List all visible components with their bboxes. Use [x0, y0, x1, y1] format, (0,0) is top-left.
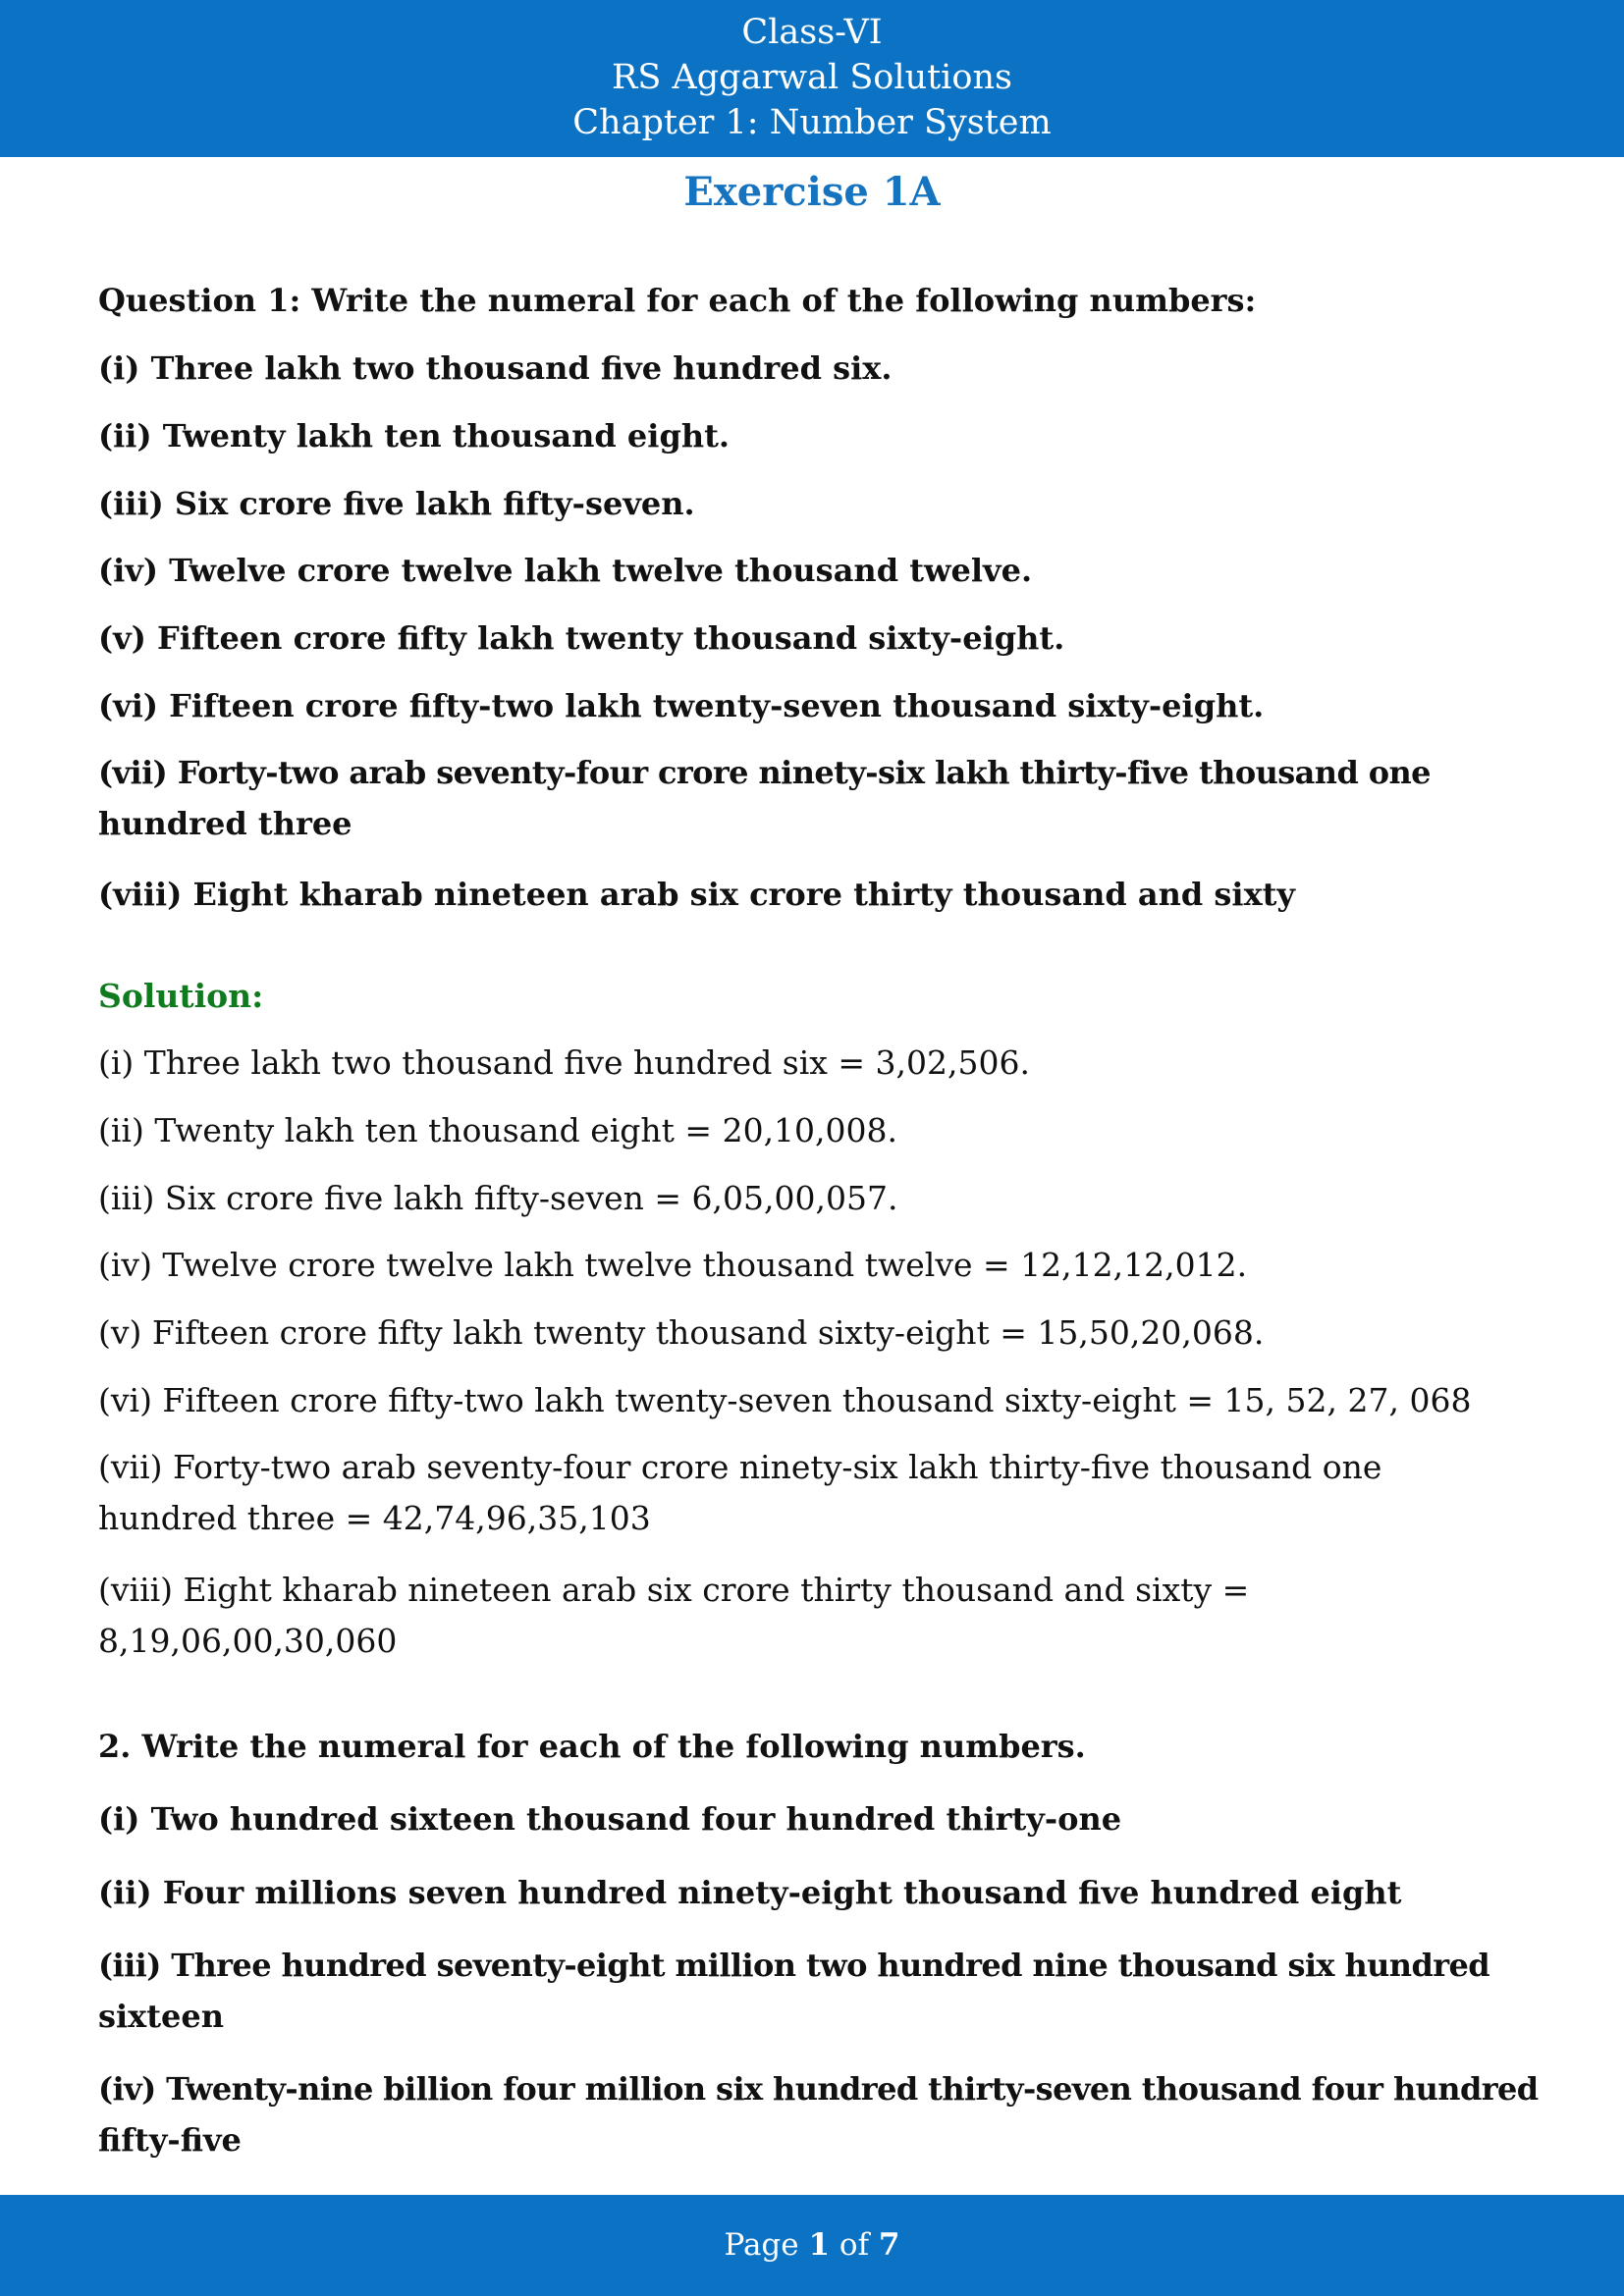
page-header [0, 0, 1624, 157]
total-pages-number: 7 [878, 2227, 900, 2263]
question-2-item: (iv) Twenty-nine billion four million six hundred thirty-seven thousand four hundred [98, 2070, 1539, 2108]
question-1-item: (vi) Fifteen crore fifty-two lakh twenty-seven thousand sixty-eight. [98, 687, 1265, 724]
of-word: of [839, 2227, 870, 2263]
solution-item: (vi) Fifteen crore fifty-two lakh twenty-seven thousand sixty-eight = 15, 52, 27, 068 [98, 1381, 1472, 1419]
question-1-title: Question 1: Write the numeral for each of the following numbers: [98, 282, 1257, 319]
question-2-title: 2. Write the numeral for each of the following numbers. [98, 1728, 1086, 1765]
question-1-item: (iii) Six crore five lakh fifty-seven. [98, 485, 695, 522]
solution-item: (iv) Twelve crore twelve lakh twelve thousand twelve = 12,12,12,012. [98, 1246, 1248, 1284]
question-1-item: (vii) Forty-two arab seventy-four crore ninety-six lakh thirty-five thousand one [98, 754, 1431, 791]
solution-item: (vii) Forty-two arab seventy-four crore ninety-six lakh thirty-five thousand one [98, 1448, 1382, 1486]
question-2-item: (ii) Four millions seven hundred ninety-eight thousand five hundred eight [98, 1874, 1402, 1911]
solution-item: (iii) Six crore five lakh fifty-seven = 6,05,00,057. [98, 1179, 898, 1217]
exercise-title: Exercise 1A [683, 169, 941, 215]
solution-item: (viii) Eight kharab nineteen arab six crore thirty thousand and sixty = [98, 1571, 1250, 1609]
question-1-item: (i) Three lakh two thousand five hundred six. [98, 349, 893, 387]
solution-label: Solution: [98, 977, 264, 1015]
header-book: RS Aggarwal Solutions [612, 58, 1012, 97]
question-1-item: (viii) Eight kharab nineteen arab six crore thirty thousand and sixty [98, 876, 1296, 913]
header-class: Class-VI [741, 13, 883, 52]
question-1-item: (iv) Twelve crore twelve lakh twelve thousand twelve. [98, 552, 1033, 589]
page-footer [0, 2195, 1624, 2296]
solution-item: (ii) Twenty lakh ten thousand eight = 20,10,008. [98, 1111, 898, 1149]
current-page-number: 1 [808, 2227, 831, 2263]
solution-item-continued: 8,19,06,00,30,060 [98, 1622, 398, 1660]
question-2-item: (i) Two hundred sixteen thousand four hundred thirty-one [98, 1800, 1122, 1838]
question-1-item: (ii) Twenty lakh ten thousand eight. [98, 417, 730, 454]
solution-item: (i) Three lakh two thousand five hundred six = 3,02,506. [98, 1043, 1030, 1082]
question-1-item: (v) Fifteen crore fifty lakh twenty thousand sixty-eight. [98, 619, 1065, 657]
question-2-item-continued: sixteen [98, 1998, 225, 2035]
solution-item-continued: hundred three = 42,74,96,35,103 [98, 1499, 651, 1537]
question-2-item: (iii) Three hundred seventy-eight million two hundred nine thousand six hundred [98, 1947, 1490, 1984]
question-2-item-continued: fifty-five [98, 2121, 242, 2159]
question-1-item-continued: hundred three [98, 805, 352, 842]
page-word: Page [724, 2227, 799, 2263]
solution-item: (v) Fifteen crore fifty lakh twenty thousand sixty-eight = 15,50,20,068. [98, 1313, 1265, 1352]
header-chapter: Chapter 1: Number System [572, 103, 1052, 142]
